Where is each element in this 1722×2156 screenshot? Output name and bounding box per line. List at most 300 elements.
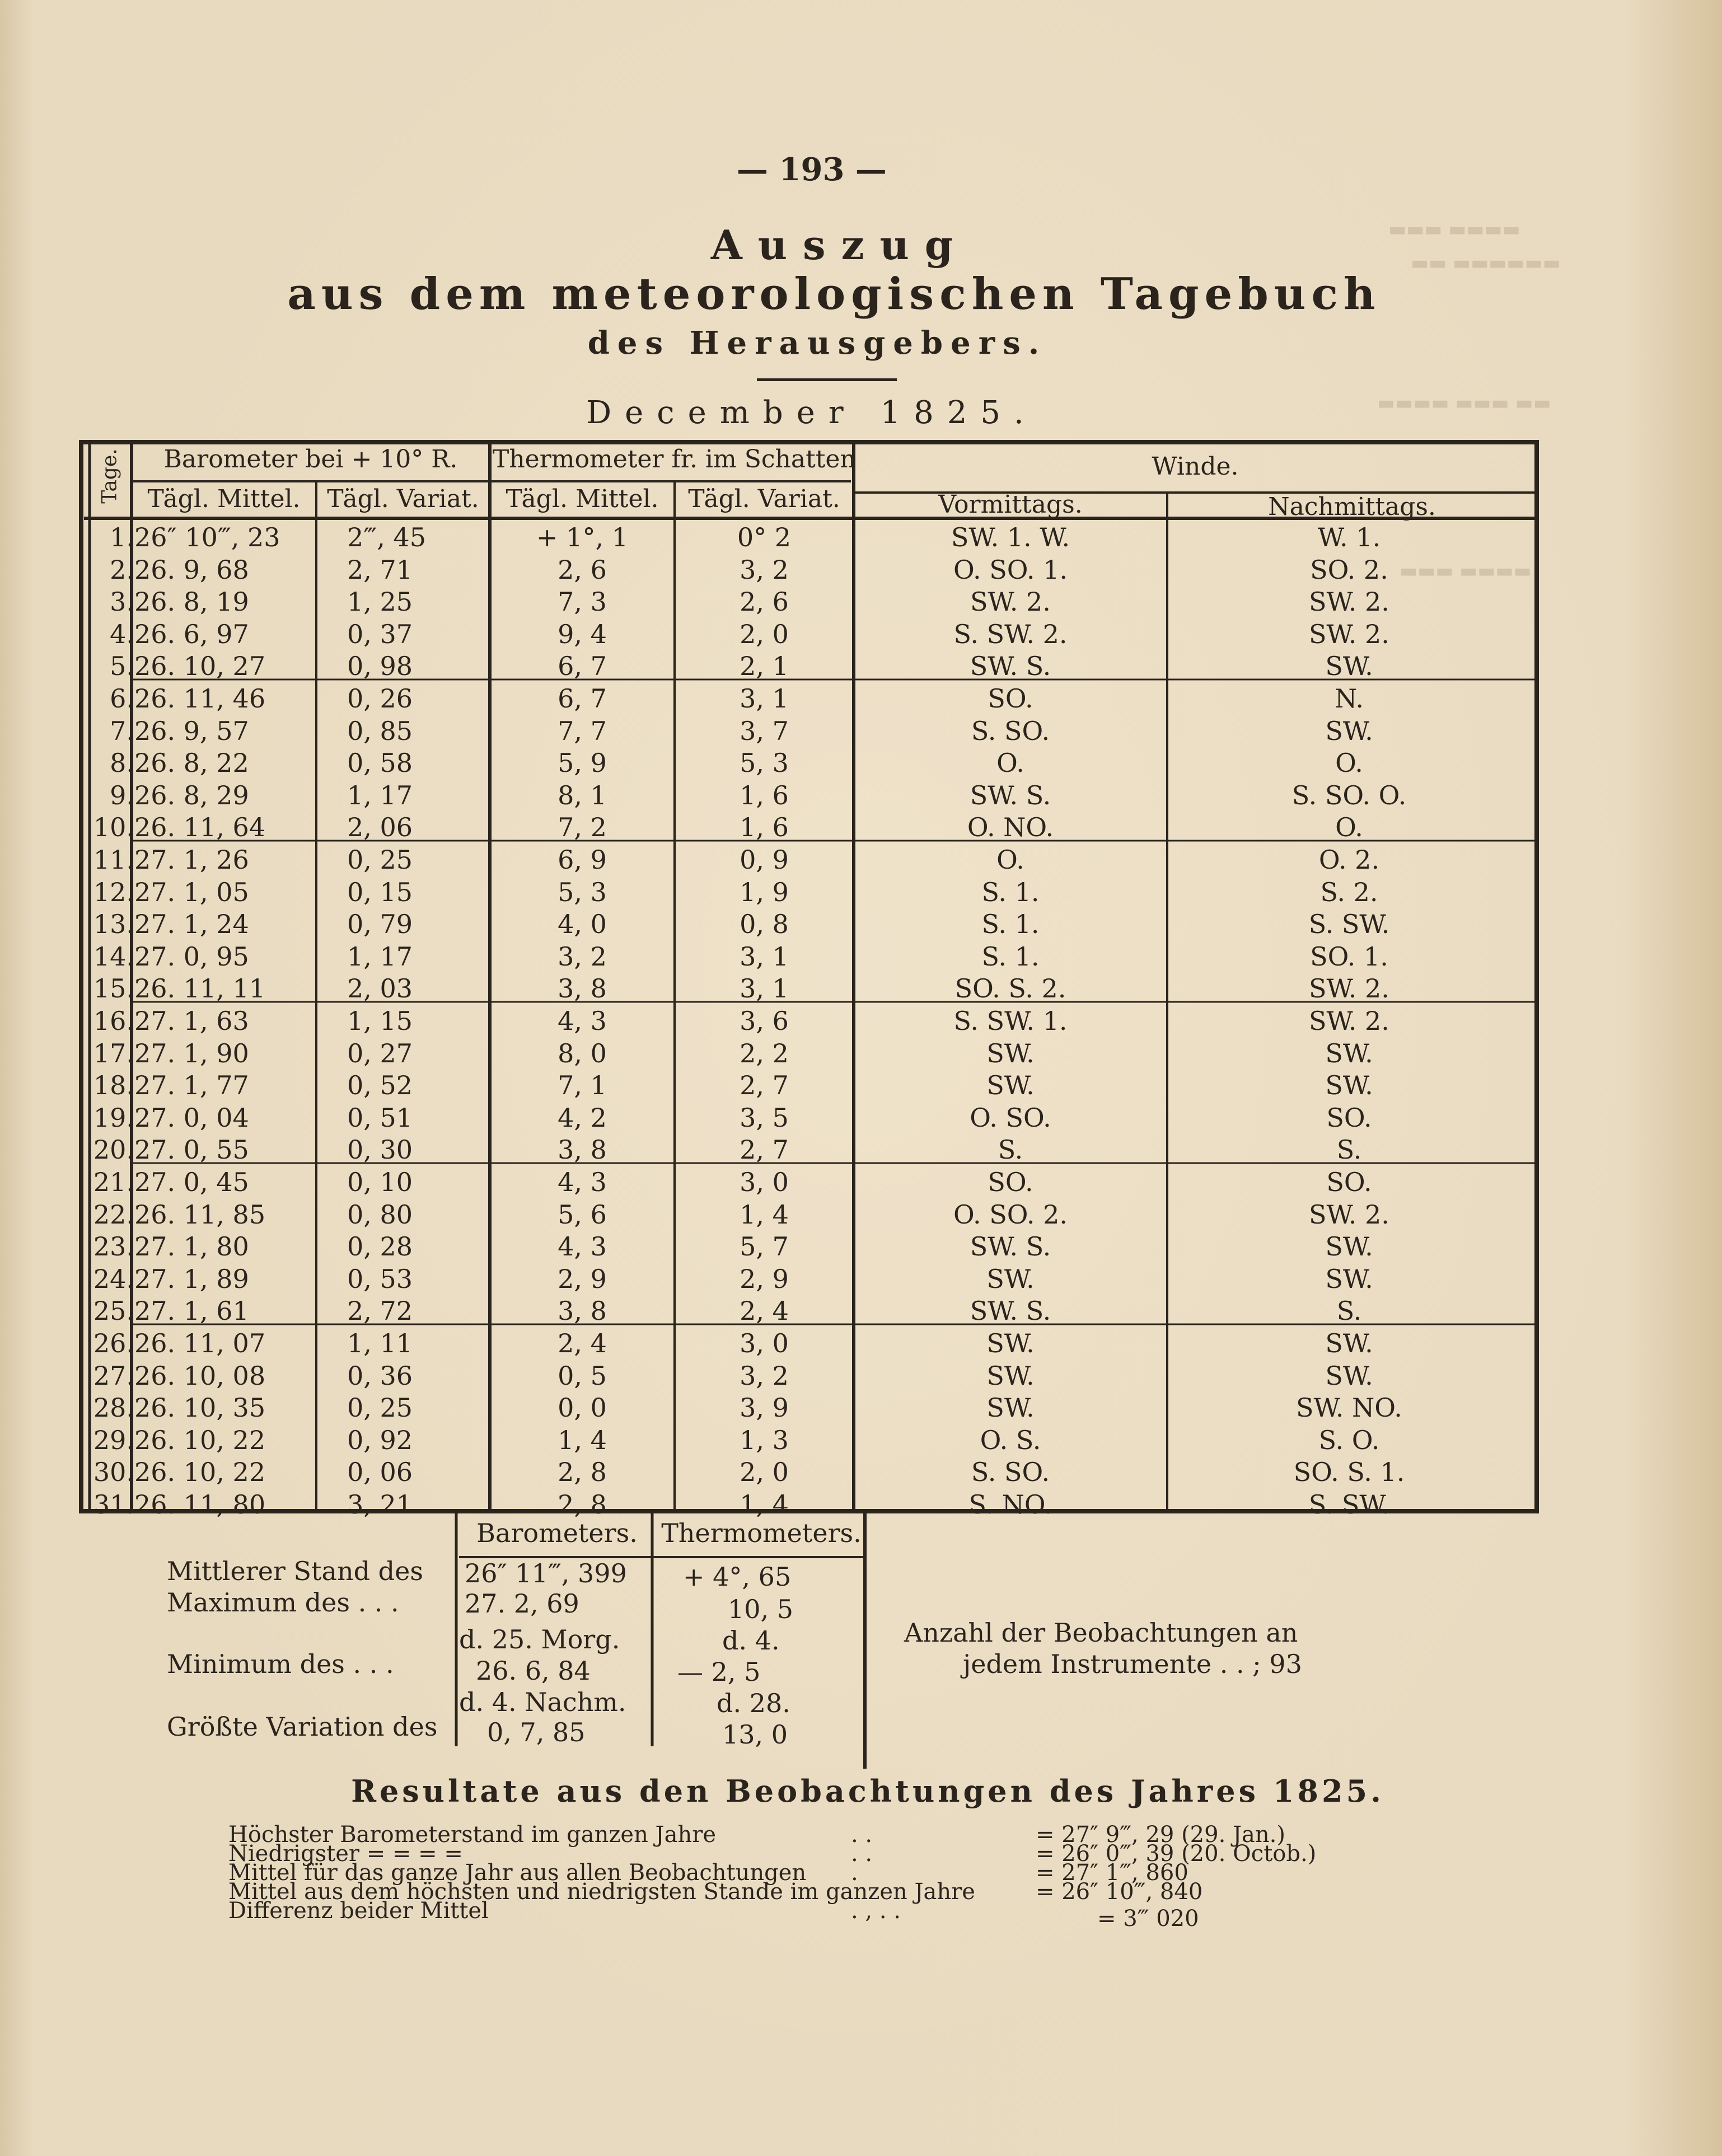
cell-baro-mean: 27. 0, 55 [134,1135,249,1165]
cell-therm-mean: 7, 3 [558,587,607,617]
cell-therm-var: 3, 5 [740,1102,789,1133]
cell-baro-mean: 26. 11, 46 [134,683,266,714]
bleed-through-text: ▬▬▬▬ ▬▬▬ ▬▬ [1377,392,1551,414]
result-dots: . . [851,1841,873,1867]
result-value: = 27″ 1‴, 860 [1036,1860,1188,1886]
cell-wind-pm: SW. 2. [1309,587,1389,617]
cell-baro-mean: 27. 1, 89 [134,1263,249,1294]
cell-baro-mean: 27. 1, 05 [134,877,249,907]
cell-therm-var: 2, 4 [740,1296,789,1327]
cell-baro-var: 1, 17 [347,941,413,972]
cell-therm-var: 2, 7 [740,1135,789,1165]
cell-baro-mean: 26″ 10‴, 23 [134,522,280,552]
cell-wind-pm: SW. 2. [1309,1199,1389,1230]
summary-baro-var: 0, 7, 85 [487,1717,586,1747]
cell-day: 29. [93,1424,134,1455]
cell-day: 12. [93,877,134,907]
cell-therm-var: 3, 0 [740,1328,789,1358]
cell-day: 7. [110,715,134,746]
cell-day: 16. [93,1006,134,1036]
cell-therm-var: 0° 2 [737,522,792,552]
cell-baro-var: 2, 71 [347,554,413,585]
cell-baro-var: 0, 30 [347,1135,413,1165]
summary-max-label: Maximum des . . . [167,1587,399,1618]
cell-baro-mean: 26. 10, 22 [134,1457,266,1488]
cell-therm-var: 1, 9 [740,877,789,907]
cell-therm-var: 1, 6 [740,780,789,810]
cell-wind-pm: S. [1336,1135,1362,1165]
cell-wind-am: SW. S. [970,1296,1051,1327]
cell-baro-var: 0, 25 [347,845,413,875]
cell-therm-var: 3, 1 [740,941,789,972]
cell-wind-pm: S. O. [1318,1424,1380,1455]
cell-wind-pm: SW. [1325,651,1373,682]
cell-baro-mean: 26. 8, 22 [134,748,249,779]
cell-baro-var: 0, 37 [347,618,413,649]
cell-wind-pm: O. 2. [1318,845,1380,875]
table-row [0,1038,1545,1069]
cell-wind-pm: O. [1335,812,1363,843]
cell-day: 22. [93,1199,134,1230]
cell-therm-mean: 6, 7 [558,683,607,714]
cell-wind-pm: SW. 2. [1309,618,1389,649]
cell-therm-var: 1, 6 [740,812,789,843]
cell-baro-var: 0, 80 [347,1199,413,1230]
cell-wind-pm: SW. [1325,1038,1373,1068]
winds-header: Winde. [1152,452,1239,481]
cell-day: 3. [110,587,134,617]
cell-baro-var: 2, 03 [347,973,413,1004]
cell-baro-var: 0, 53 [347,1263,413,1294]
cell-wind-am: SW. S. [970,780,1051,810]
table-row [0,1295,1545,1327]
title-line-3: des Herausgebers. [587,325,1047,362]
cell-day: 1. [110,522,134,552]
table-row [0,1199,1545,1230]
cell-baro-var: 0, 06 [347,1457,413,1488]
table-row [0,1070,1545,1101]
cell-wind-am: O. SO. 1. [953,554,1068,585]
summary-therm-var: 13, 0 [722,1719,788,1750]
results-title: Resultate aus den Beobachtungen des Jahres 1825. [351,1773,1384,1809]
cell-day: 2. [110,554,134,585]
summary-therm-min-date: d. 28. [717,1688,790,1718]
cell-wind-am: S. NO. [968,1489,1052,1520]
cell-therm-var: 2, 0 [740,618,789,649]
table-row [0,1328,1545,1359]
cell-baro-mean: 26. 11, 07 [134,1328,266,1358]
cell-baro-var: 0, 36 [347,1360,413,1391]
cell-wind-pm: S. SO. O. [1292,780,1407,810]
cell-therm-mean: 8, 0 [558,1038,607,1068]
cell-therm-mean: 2, 4 [558,1328,607,1358]
cell-therm-var: 2, 7 [740,1070,789,1101]
cell-wind-pm: SW. [1325,1360,1373,1391]
table-row [0,1231,1545,1262]
cell-therm-mean: 6, 9 [558,845,607,875]
baro-var-header: Tägl. Variat. [327,485,479,513]
cell-therm-mean: 5, 9 [558,748,607,779]
table-row [0,1456,1545,1488]
result-value: = 26″ 10‴, 840 [1036,1879,1203,1905]
bleed-through-text: ▬▬▬ ▬▬▬▬ [1400,560,1532,582]
cell-wind-am: SW. S. [970,1231,1051,1262]
cell-baro-var: 1, 15 [347,1006,413,1036]
cell-wind-am: O. NO. [967,812,1054,843]
cell-baro-mean: 26. 11, 11 [134,973,266,1004]
cell-wind-am: O. [996,845,1024,875]
cell-baro-mean: 26. 10, 35 [134,1393,266,1423]
cell-therm-var: 2, 6 [740,587,789,617]
cell-therm-var: 3, 6 [740,1006,789,1036]
cell-therm-mean: 5, 6 [558,1199,607,1230]
summary-therm-min: — 2, 5 [677,1657,761,1687]
cell-day: 10. [93,812,134,843]
cell-day: 5. [110,651,134,682]
barometer-header: Barometer bei + 10° R. [163,445,458,474]
bleed-through-text: ▬▬▬ ▬▬▬▬ [1388,218,1520,241]
cell-therm-mean: 2, 8 [558,1457,607,1488]
cell-wind-pm: SW. [1325,1070,1373,1101]
cell-wind-pm: SO. S. 1. [1293,1457,1405,1488]
cell-wind-am: SW. [986,1360,1035,1391]
cell-wind-am: SO. [988,683,1033,714]
cell-baro-var: 0, 15 [347,877,413,907]
cell-therm-mean: 2, 9 [558,1263,607,1294]
cell-baro-mean: 27. 1, 24 [134,909,249,940]
cell-wind-pm: SW. [1325,1231,1373,1262]
cell-baro-mean: 26. 11, 85 [134,1199,266,1230]
cell-wind-am: SW. 2. [970,587,1051,617]
title-line-1: Auszug [710,221,969,269]
cell-baro-mean: 26. 10, 22 [134,1424,266,1455]
therm-mean-header: Tägl. Mittel. [506,485,659,513]
cell-therm-mean: 0, 5 [558,1360,607,1391]
summary-baro-min: 26. 6, 84 [476,1656,591,1686]
cell-wind-pm: O. [1335,748,1363,779]
cell-day: 14. [93,941,134,972]
observation-count-line-2: jedem Instrumente . . ; 93 [963,1649,1302,1679]
cell-wind-am: SW. [986,1263,1035,1294]
cell-wind-am: S. SO. [971,715,1050,746]
summary-baro-mean: 26″ 11‴, 399 [465,1558,627,1588]
summary-baro-max-date: d. 25. Morg. [459,1624,620,1655]
cell-baro-var: 1, 11 [347,1328,413,1358]
cell-baro-mean: 27. 1, 77 [134,1070,249,1101]
summary-baro-max: 27. 2, 69 [465,1588,579,1619]
summary-baro-min-date: d. 4. Nachm. [459,1687,626,1717]
summary-mean-label: Mittlerer Stand des [167,1556,423,1586]
table-row [0,1360,1545,1391]
cell-day: 18. [93,1070,134,1101]
cell-day: 25. [93,1296,134,1327]
cell-wind-am: O. S. [980,1424,1041,1455]
cell-therm-mean: 8, 1 [558,780,607,810]
table-row [0,1005,1545,1037]
bleed-through-text: ▬▬ ▬▬▬▬▬▬ [1411,252,1561,274]
cell-wind-am: O. SO. 2. [953,1199,1068,1230]
cell-wind-am: S. [998,1135,1023,1165]
result-dots: . . [851,1822,873,1848]
table-row [0,780,1545,811]
cell-baro-var: 2, 72 [347,1296,413,1327]
table-row [0,715,1545,747]
cell-wind-am: O. [996,748,1024,779]
table-row [0,908,1545,940]
cell-therm-var: 0, 9 [740,845,789,875]
cell-day: 30. [93,1457,134,1488]
table-row [0,1489,1545,1520]
cell-therm-mean: + 1°, 1 [536,522,628,552]
thermometer-header: Thermometer fr. im Schatten [493,445,856,474]
cell-therm-var: 2, 1 [740,651,789,682]
cell-day: 28. [93,1393,134,1423]
table-row [0,683,1545,714]
result-dots: . [851,1860,858,1886]
cell-baro-mean: 26. 6, 97 [134,618,249,649]
cell-therm-var: 1, 3 [740,1424,789,1455]
cell-baro-mean: 27. 1, 90 [134,1038,249,1068]
cell-baro-var: 0, 10 [347,1167,413,1197]
cell-therm-mean: 2, 6 [558,554,607,585]
cell-therm-mean: 3, 8 [558,973,607,1004]
result-value: = 26″ 0‴, 39 (20. Octob.) [1036,1841,1317,1867]
cell-baro-mean: 27. 0, 45 [134,1167,249,1197]
summary-var-label: Größte Variation des [167,1712,438,1742]
therm-var-header: Tägl. Variat. [688,485,840,513]
table-row [0,747,1545,779]
cell-therm-var: 3, 2 [740,554,789,585]
result-label: Mittel für das ganze Jahr aus allen Beobachtungen [228,1860,807,1886]
table-row [0,1392,1545,1423]
cell-therm-mean: 4, 3 [558,1167,607,1197]
summary-min-label: Minimum des . . . [167,1649,394,1679]
cell-therm-var: 3, 2 [740,1360,789,1391]
cell-wind-pm: SO. 2. [1310,554,1388,585]
title-line-2: aus dem meteorologischen Tagebuch [287,269,1381,320]
cell-baro-mean: 27. 1, 26 [134,845,249,875]
cell-wind-pm: S. [1336,1296,1362,1327]
result-dots: . , . . [851,1898,901,1924]
cell-day: 6. [110,683,134,714]
cell-baro-var: 0, 52 [347,1070,413,1101]
cell-wind-pm: SW. 2. [1309,973,1389,1004]
cell-therm-var: 3, 0 [740,1167,789,1197]
table-row [0,941,1545,972]
cell-day: 13. [93,909,134,940]
cell-wind-pm: S. 2. [1320,877,1378,907]
cell-therm-mean: 5, 3 [558,877,607,907]
cell-baro-mean: 26. 8, 19 [134,587,249,617]
cell-wind-am: S. 1. [981,877,1040,907]
cell-baro-var: 0, 58 [347,748,413,779]
cell-day: 26. [93,1328,134,1358]
cell-baro-mean: 26. 8, 29 [134,780,249,810]
result-value: = 3‴ 020 [1097,1906,1199,1932]
summary-barometer-header: Barometers. [476,1518,638,1548]
cell-wind-am: S. 1. [981,941,1040,972]
cell-baro-mean: 26. 9, 57 [134,715,249,746]
cell-baro-mean: 27. 0, 95 [134,941,249,972]
cell-baro-var: 0, 26 [347,683,413,714]
result-label: Differenz beider Mittel [228,1898,489,1924]
result-value: = 27″ 9‴, 29 (29. Jan.) [1036,1822,1285,1848]
month-heading: December 1825. [586,395,1037,431]
cell-wind-pm: SO. [1326,1167,1372,1197]
table-row [0,650,1545,682]
page-number: — 193 — [737,151,887,188]
table-row [0,812,1545,843]
cell-baro-var: 0, 28 [347,1231,413,1262]
cell-therm-var: 3, 9 [740,1393,789,1423]
cell-therm-var: 2, 2 [740,1038,789,1068]
table-row [0,618,1545,650]
table-row [0,1424,1545,1456]
cell-wind-am: SW. [986,1038,1035,1068]
cell-day: 23. [93,1231,134,1262]
cell-baro-var: 2, 06 [347,812,413,843]
cell-wind-am: SW. [986,1328,1035,1358]
cell-wind-am: SO. S. 2. [954,973,1066,1004]
cell-therm-var: 1, 4 [740,1199,789,1230]
cell-wind-am: SW. S. [970,651,1051,682]
table-row [0,844,1545,875]
cell-baro-mean: 26. 11, 80 [134,1489,266,1520]
cell-baro-var: 1, 17 [347,780,413,810]
cell-baro-mean: 26. 10, 27 [134,651,266,682]
cell-therm-mean: 4, 3 [558,1006,607,1036]
cell-baro-var: 0, 85 [347,715,413,746]
cell-therm-var: 3, 7 [740,715,789,746]
cell-wind-pm: SW. [1325,1263,1373,1294]
cell-therm-mean: 7, 2 [558,812,607,843]
cell-baro-mean: 27. 0, 04 [134,1102,249,1133]
cell-therm-mean: 9, 4 [558,618,607,649]
cell-wind-pm: SW. [1325,715,1373,746]
cell-therm-var: 2, 9 [740,1263,789,1294]
cell-therm-var: 5, 3 [740,748,789,779]
cell-day: 8. [110,748,134,779]
day-column-header: Tage. [98,448,121,504]
cell-wind-am: SW. 1. W. [951,522,1070,552]
cell-day: 9. [110,780,134,810]
cell-therm-var: 5, 7 [740,1231,789,1262]
result-label: Niedrigster = = = = [228,1841,463,1867]
cell-therm-mean: 7, 7 [558,715,607,746]
table-row [0,1166,1545,1198]
cell-day: 21. [93,1167,134,1197]
cell-therm-var: 3, 1 [740,973,789,1004]
cell-wind-am: S. SW. 2. [953,618,1068,649]
cell-day: 27. [93,1360,134,1391]
cell-baro-mean: 27. 1, 80 [134,1231,249,1262]
cell-wind-am: S. SW. 1. [953,1006,1068,1036]
table-row [0,1263,1545,1295]
summary-therm-mean: + 4°, 65 [683,1562,792,1592]
cell-wind-pm: S. SW. [1308,1489,1390,1520]
cell-baro-mean: 27. 1, 61 [134,1296,249,1327]
cell-baro-mean: 26. 10, 08 [134,1360,266,1391]
summary-therm-max: 10, 5 [728,1594,794,1624]
cell-day: 20. [93,1135,134,1165]
table-row [0,522,1545,553]
cell-wind-am: SO. [988,1167,1033,1197]
table-row [0,1102,1545,1133]
cell-day: 11. [93,845,134,875]
cell-wind-am: SW. [986,1393,1035,1423]
cell-wind-am: SW. [986,1070,1035,1101]
cell-therm-mean: 4, 2 [558,1102,607,1133]
cell-wind-pm: S. SW. [1308,909,1390,940]
summary-thermometer-header: Thermometers. [661,1518,862,1548]
cell-day: 19. [93,1102,134,1133]
cell-wind-pm: SW. NO. [1296,1393,1402,1423]
table-row [0,586,1545,617]
cell-therm-mean: 3, 2 [558,941,607,972]
cell-therm-mean: 7, 1 [558,1070,607,1101]
table-row [0,1134,1545,1165]
cell-wind-am: S. SO. [971,1457,1050,1488]
cell-baro-var: 0, 98 [347,651,413,682]
cell-therm-mean: 6, 7 [558,651,607,682]
summary-therm-max-date: d. 4. [722,1625,780,1656]
cell-therm-mean: 4, 0 [558,909,607,940]
cell-wind-pm: SW. 2. [1309,1006,1389,1036]
cell-day: 15. [93,973,134,1004]
cell-day: 31. [93,1489,134,1520]
cell-wind-pm: SO. [1326,1102,1372,1133]
afternoon-header: Nachmittags. [1268,493,1436,521]
cell-wind-pm: W. 1. [1317,522,1381,552]
cell-therm-mean: 1, 4 [558,1424,607,1455]
cell-therm-mean: 3, 8 [558,1296,607,1327]
cell-baro-var: 0, 51 [347,1102,413,1133]
cell-day: 24. [93,1263,134,1294]
forenoon-header: Vormittags. [938,490,1083,519]
cell-therm-var: 0, 8 [740,909,789,940]
baro-mean-header: Tägl. Mittel. [147,485,301,513]
result-label: Mittel aus dem höchsten und niedrigsten Stande im ganzen Jahre [228,1879,975,1905]
cell-baro-var: 0, 79 [347,909,413,940]
observation-count-line-1: Anzahl der Beobachtungen an [904,1618,1298,1648]
cell-baro-var: 3, 21 [347,1489,413,1520]
cell-baro-var: 0, 27 [347,1038,413,1068]
cell-wind-am: S. 1. [981,909,1040,940]
table-row [0,973,1545,1004]
table-row [0,877,1545,908]
table-row [0,554,1545,585]
cell-wind-pm: SW. [1325,1328,1373,1358]
cell-therm-mean: 4, 3 [558,1231,607,1262]
cell-baro-var: 1, 25 [347,587,413,617]
cell-therm-var: 3, 1 [740,683,789,714]
cell-therm-mean: 0, 0 [558,1393,607,1423]
cell-therm-var: 1, 4 [740,1489,789,1520]
cell-baro-mean: 26. 11, 64 [134,812,266,843]
cell-wind-pm: N. [1335,683,1364,714]
cell-day: 17. [93,1038,134,1068]
cell-therm-mean: 2, 8 [558,1489,607,1520]
cell-wind-am: O. SO. [970,1102,1051,1133]
cell-baro-mean: 27. 1, 63 [134,1006,249,1036]
cell-baro-mean: 26. 9, 68 [134,554,249,585]
cell-therm-var: 2, 0 [740,1457,789,1488]
cell-baro-var: 0, 25 [347,1393,413,1423]
cell-wind-pm: SO. 1. [1310,941,1388,972]
result-label: Höchster Barometerstand im ganzen Jahre [228,1822,716,1848]
cell-day: 4. [110,618,134,649]
cell-baro-var: 2‴, 45 [347,522,426,552]
